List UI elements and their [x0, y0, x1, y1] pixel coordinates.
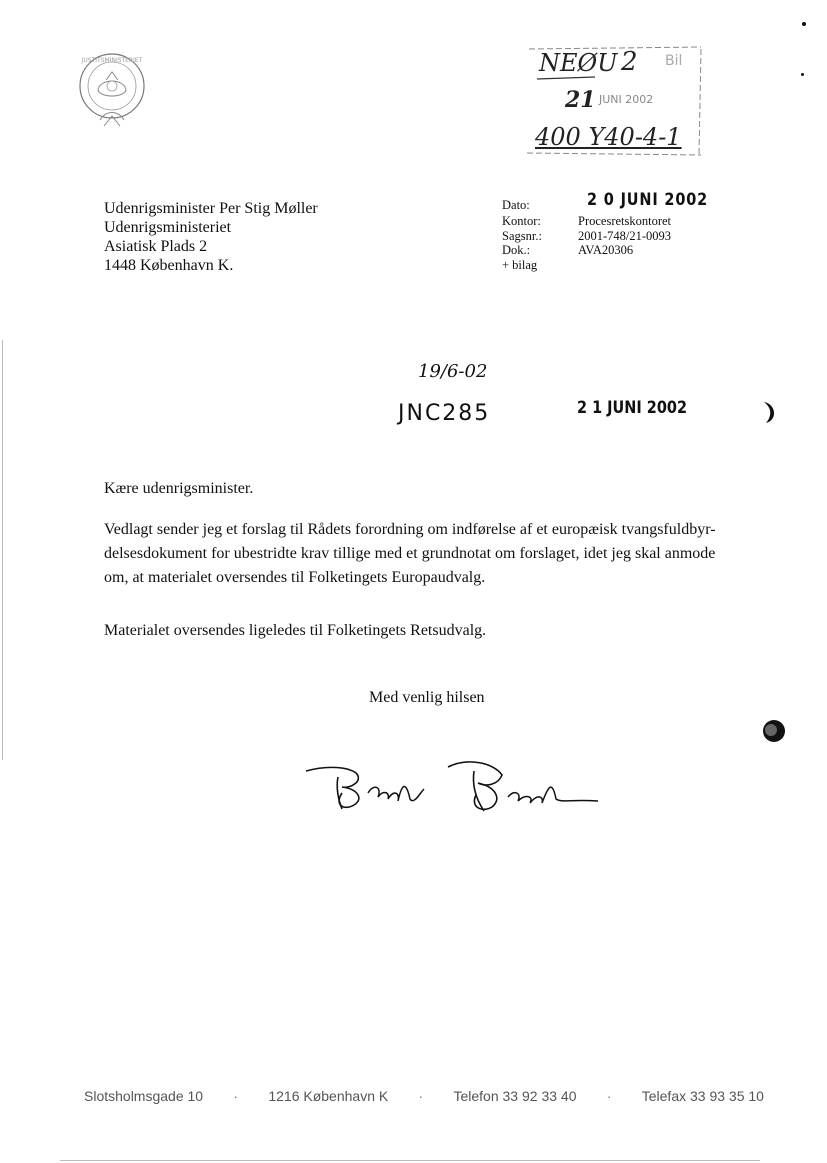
footer-fax: Telefax 33 93 35 10	[641, 1088, 764, 1104]
paragraph-line: Vedlagt sender jeg et forslag til Rådets forordning om indførelse af et europæisk tvangsfuldbyr-	[104, 521, 716, 538]
footer-street: Slotsholmsgade 10	[84, 1088, 204, 1104]
punch-hole-upper	[801, 73, 804, 76]
letter-meta	[502, 198, 671, 272]
journal-number-stamp: JNC285	[398, 401, 491, 426]
stamp-office-code: NEØU	[539, 49, 618, 77]
case-label: Sagsnr.:	[502, 228, 542, 243]
scan-edge-left	[2, 340, 3, 760]
paragraph-line: delsesdokument for ubestridte krav tillige med et grundnotat om forslaget, idet jeg skal anmode	[104, 545, 716, 562]
stamp-office-number: 2	[621, 47, 638, 77]
date-label: Dato:	[502, 198, 530, 212]
svg-text:JUSTITSMINISTERIET: JUSTITSMINISTERIET	[81, 57, 143, 64]
paragraph-2: Materialet oversendes ligeledes til Folketingets Retsudvalg.	[104, 622, 487, 639]
office-label: Kontor:	[502, 214, 541, 228]
stamp-file-number: 400 Y40-4-1	[535, 123, 682, 151]
stamp-date: JUNI 2002	[599, 93, 654, 106]
address-line: Udenrigsministeriet	[104, 219, 232, 236]
paragraph-line: om, at materialet oversendes til Folketingets Europaudvalg.	[104, 569, 486, 586]
stamp-office-suffix: Bil	[665, 53, 683, 69]
punch-hole-middle	[760, 400, 780, 424]
signature	[298, 753, 608, 833]
footer-city: 1216 København K	[268, 1088, 389, 1104]
doc-value: AVA20306	[578, 243, 634, 257]
address-line: Udenrigsminister Per Stig Møller	[104, 200, 318, 217]
office-value: Procesretskontoret	[578, 214, 672, 228]
attachment-note: + bilag	[502, 257, 538, 272]
footer-separator: ·	[233, 1088, 239, 1104]
closing: Med venlig hilsen	[369, 689, 485, 706]
handwritten-date: 19/6-02	[418, 361, 488, 382]
received-date-stamp: 2 1 JUNI 2002	[577, 398, 688, 418]
punch-hole-lower	[762, 719, 786, 743]
scan-edge-bottom	[60, 1160, 760, 1161]
address-line: Asiatisk Plads 2	[104, 238, 208, 255]
registry-stamp	[525, 45, 703, 157]
doc-label: Dok.:	[502, 243, 531, 257]
address-line: 1448 København K.	[104, 257, 234, 274]
case-value: 2001-748/21-0093	[578, 228, 672, 243]
salutation: Kære udenrigsminister.	[104, 480, 254, 497]
punch-hole-top	[802, 22, 806, 26]
date-stamp: 2 0 JUNI 2002	[587, 190, 709, 210]
footer-phone: Telefon 33 92 33 40	[453, 1088, 577, 1104]
footer	[84, 1088, 764, 1104]
footer-separator: ·	[606, 1088, 612, 1104]
footer-separator: ·	[418, 1088, 424, 1104]
ministry-seal-logo	[76, 50, 148, 136]
recipient-address	[104, 199, 318, 275]
stamp-day: 21	[565, 87, 596, 113]
paragraph-1	[104, 518, 754, 590]
